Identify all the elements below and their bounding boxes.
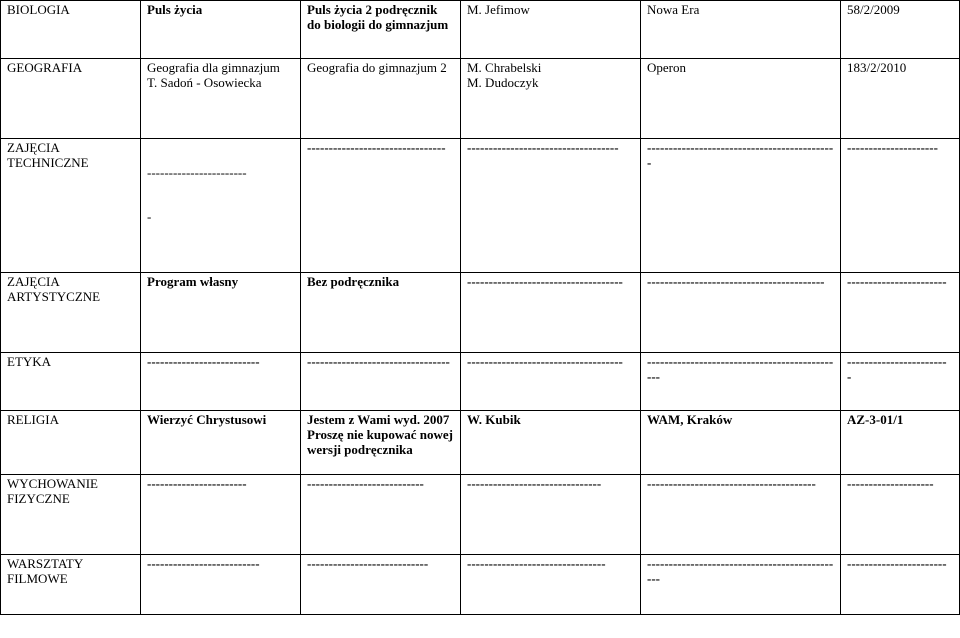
program-cell: Geografia dla gimnazjum T. Sadoń - Osowiecka — [141, 59, 301, 139]
textbook-cell: Bez podręcznika — [301, 273, 461, 353]
subject-cell: GEOGRAFIA — [1, 59, 141, 139]
author-cell: M. Chrabelski M. Dudoczyk — [461, 59, 641, 139]
textbook-cell: Jestem z Wami wyd. 2007 Proszę nie kupować nowej wersji podręcznika — [301, 411, 461, 475]
subject-cell: WARSZTATY FILMOWE — [1, 555, 141, 615]
textbook-cell: --------------------------------- — [301, 353, 461, 411]
program-cell: ----------------------- - — [141, 139, 301, 273]
subject-cell: WYCHOWANIE FIZYCZNE — [1, 475, 141, 555]
author-cell: ------------------------------------ — [461, 353, 641, 411]
program-cell: -------------------------- — [141, 555, 301, 615]
author-cell: ------------------------------- — [461, 475, 641, 555]
author-cell: M. Jefimow — [461, 1, 641, 59]
program-cell: ----------------------- — [141, 475, 301, 555]
subject-cell: ZAJĘCIA TECHNICZNE — [1, 139, 141, 273]
subject-cell: RELIGIA — [1, 411, 141, 475]
publisher-cell: ------------------------------------------- --- — [641, 353, 841, 411]
textbook-cell: ---------------------------- — [301, 555, 461, 615]
textbook-cell: --------------------------- — [301, 475, 461, 555]
author-cell: ------------------------------------ — [461, 273, 641, 353]
approval-number-cell: ----------------------- — [841, 273, 960, 353]
publisher-cell: WAM, Kraków — [641, 411, 841, 475]
author-cell: W. Kubik — [461, 411, 641, 475]
program-cell: Wierzyć Chrystusowi — [141, 411, 301, 475]
subject-cell: BIOLOGIA — [1, 1, 141, 59]
program-cell: Program własny — [141, 273, 301, 353]
author-cell: -------------------------------- — [461, 555, 641, 615]
table-row-geografia — [1, 59, 960, 139]
approval-number-cell: --------------------- — [841, 139, 960, 273]
approval-number-cell: -------------------- — [841, 475, 960, 555]
textbook-cell: Geografia do gimnazjum 2 — [301, 59, 461, 139]
subject-cell: ETYKA — [1, 353, 141, 411]
approval-number-cell: ----------------------- — [841, 555, 960, 615]
publisher-cell: --------------------------------------- — [641, 475, 841, 555]
subject-cell: ZAJĘCIA ARTYSTYCZNE — [1, 273, 141, 353]
table-row-warsztaty-filmowe — [1, 555, 960, 615]
publisher-cell: ----------------------------------------- — [641, 273, 841, 353]
table-row-zajecia-artystyczne — [1, 273, 960, 353]
author-cell: ----------------------------------- — [461, 139, 641, 273]
program-cell: -------------------------- — [141, 353, 301, 411]
approval-number-cell: ----------------------- - — [841, 353, 960, 411]
textbook-cell: Puls życia 2 podręcznik do biologii do gimnazjum — [301, 1, 461, 59]
publisher-cell: Operon — [641, 59, 841, 139]
approval-number-cell: 183/2/2010 — [841, 59, 960, 139]
publisher-cell: Nowa Era — [641, 1, 841, 59]
approval-number-cell: 58/2/2009 — [841, 1, 960, 59]
table-row-religia — [1, 411, 960, 475]
publisher-cell: ------------------------------------------- - — [641, 139, 841, 273]
publisher-cell: ------------------------------------------- --- — [641, 555, 841, 615]
table-row-etyka — [1, 353, 960, 411]
approval-number-cell: AZ-3-01/1 — [841, 411, 960, 475]
program-cell: Puls życia — [141, 1, 301, 59]
textbook-cell: -------------------------------- — [301, 139, 461, 273]
table-row-zajecia-techniczne — [1, 139, 960, 273]
table-row-biologia — [1, 1, 960, 59]
table-row-wychowanie-fizyczne — [1, 475, 960, 555]
